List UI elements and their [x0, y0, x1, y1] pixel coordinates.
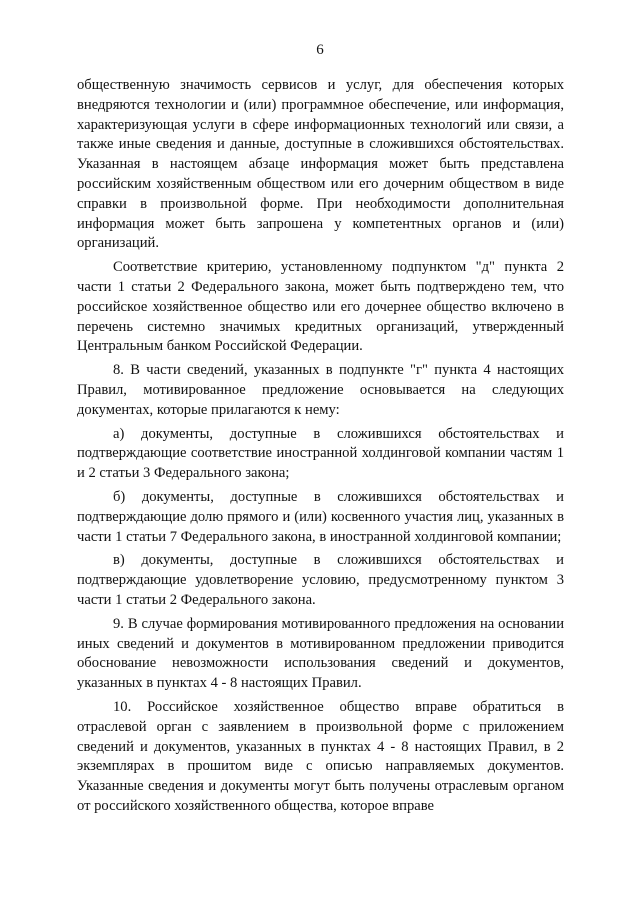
document-body: [77, 76, 564, 817]
paragraph-criterion-compliance: Соответствие критерию, установленному подпунктом "д" пункта 2 части 1 статьи 2 Федерального закона, может быть подтверждено тем, что российское хозяйственное общество или его дочернее общество включено в перечень системно значимых кредитных организаций, утвержденный Центральным банком Российской Федерации.: [77, 259, 564, 355]
paragraph-item-8a: а) документы, доступные в сложившихся обстоятельствах и подтверждающие соответствие иностранной холдинговой компании частям 1 и 2 статьи 3 Федерального закона;: [77, 425, 564, 482]
paragraph-item-8c: в) документы, доступные в сложившихся обстоятельствах и подтверждающие удовлетворение условию, предусмотренному пунктом 3 части 1 статьи 2 Федерального закона.: [77, 552, 564, 608]
paragraph-item-9: 9. В случае формирования мотивированного предложения на основании иных сведений и документов в мотивированном предложении приводится обоснование невозможности использования сведений и документов, указанных в пунктах 4 - 8 настоящих Правил.: [77, 615, 564, 692]
paragraph-item-8b: б) документы, доступные в сложившихся обстоятельствах и подтверждающие долю прямого и (или) косвенного участия лиц, указанных в части 1 статьи 7 Федерального закона, в иностранной холдинговой компании;: [77, 488, 564, 545]
paragraph-item-10: 10. Российское хозяйственное общество вправе обратиться в отраслевой орган с заявлением в произвольной форме с приложением сведений и документов, указанных в пунктах 4 - 8 настоящих Правил, в 2 экземплярах в прошитом виде с описью направляемых документов. Указанные сведения и документы могут быть получены отраслевым органом от российского хозяйственного общества, которое вправе: [77, 698, 564, 814]
paragraph-item-8: 8. В части сведений, указанных в подпункте "г" пункта 4 настоящих Правил, мотивированное предложение основывается на следующих документах, которые прилагаются к нему:: [77, 362, 564, 418]
page-number: 6: [316, 42, 324, 58]
paragraph-continuation: общественную значимость сервисов и услуг, для обеспечения которых внедряются технологии и (или) программное обеспечение, или информация, характеризующая услуги в сфере информационных технологий или связи, а также иные сведения и данные, доступные в сложившихся обстоятельствах. Указанная в настоящем абзаце информация может быть представлена российским хозяйственным обществом или его дочерним обществом в виде справки в произвольной форме. При необходимости дополнительная информация может быть запрошена у компетентных органов и (или) организаций.: [77, 77, 564, 252]
